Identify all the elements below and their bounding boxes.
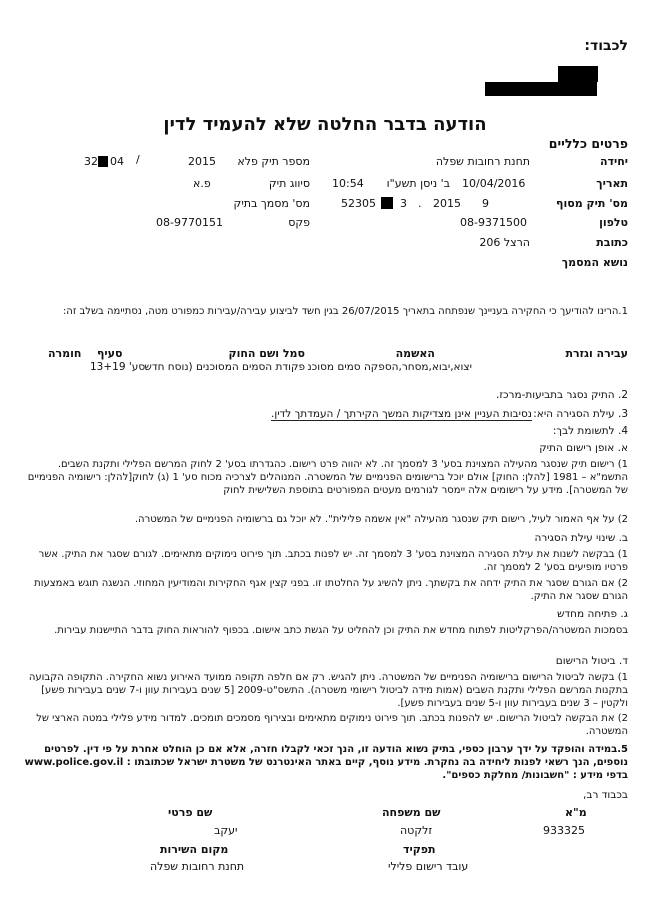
- section-1-text: 1.הרינו להודיעך כי החקירה בעניינך שנפתחה בתאריך 26/07/2015 בגין חשד לביצוע עבירה/עבירות כמפורט מטה, נסתיימה בשלב זה:: [62, 306, 628, 317]
- pla-file-label: מספר תיק פלא: [237, 155, 310, 168]
- doc-num-label: מס' מסמך בתיק: [233, 197, 310, 210]
- redacted-name: [558, 66, 598, 82]
- fax-value: 08-9770151: [156, 216, 223, 229]
- first-name-label: שם פרטי: [168, 806, 213, 819]
- closing: בכבוד רב,: [583, 789, 628, 801]
- law-value: פקודת הסמים המסוכנים (נוסח חדש: [144, 361, 305, 373]
- charge-value: יצוא,יבוא,מסחר,הספקה סמים מסוכנ: [307, 361, 472, 373]
- general-details-heading: פרטים כלליים: [548, 136, 628, 151]
- first-name-value: יעקב: [214, 824, 238, 837]
- redacted-digit: [98, 156, 108, 167]
- section-value: סע' 13+19: [90, 361, 146, 373]
- file-num-a: 9: [482, 197, 489, 210]
- id-label: מ"א: [565, 806, 587, 819]
- last-name-label: שם משפחה: [382, 806, 441, 819]
- item-3-prefix: 3. עילת הסגירה היא:: [533, 408, 628, 420]
- section-5-text: 5.במידה והופקד על ידך ערבון כספי, בתיק נשוא הודעה זו, הנך זכאי לקבלו חזרה, אלא אם כן הוחלט אחרת על פי דין. לפרטים נוספים, הנך רשאי לפנות ליחידה בה נחקרת. מידע נוסף, קיים באתר האינטרנט של משטרת ישראל שכתובתו : www.police.gov.il בדפי מידע : "חשבונות/ מחלקת כספים".: [24, 744, 628, 781]
- fax-label: פקס: [288, 216, 310, 229]
- pla-file-num-b: 32: [84, 155, 98, 168]
- file-num-b: 2015: [433, 197, 461, 210]
- sec-d-heading: ד. ביטול הרישום: [555, 655, 628, 667]
- col-charge: האשמה: [395, 347, 435, 360]
- station-label: מקום השירות: [160, 843, 229, 856]
- col-law: סמל ושם החוק: [228, 347, 305, 360]
- sec-b-p1: 1) בבקשה לשנות את עילת הסגירה המצוינת בסע' 3 למסמך זה. יש לפנות בכתב. תוך פירוט נימוקים מתאימים. לגורם שסגר את התיק. אשר פרטיו מופיעים בסע' 2 למסמך זה.: [38, 549, 628, 573]
- id-value: 933325: [543, 824, 585, 837]
- document-title: הודעה בדבר החלטה שלא להעמיד לדין: [163, 114, 487, 135]
- redacted-digit: [381, 197, 393, 209]
- sec-c-heading: ג. פתיחה מחדש: [556, 608, 628, 620]
- hebrew-date: ב' ניסן תשע"ו: [386, 177, 450, 190]
- station-value: תחנת רחובות שפלה: [150, 860, 245, 873]
- last-name-value: זלקטה: [400, 824, 433, 837]
- address-label: כתובת: [596, 236, 628, 249]
- col-offense: עבירה וגזרת: [565, 347, 628, 360]
- sec-a-heading: א. אופן רישום התיק: [539, 442, 628, 454]
- addressee-label: לכבוד:: [584, 38, 628, 54]
- time-value: 10:54: [332, 177, 364, 190]
- sec-b-heading: ב. שינוי עילת הסגירה: [534, 532, 628, 544]
- date-value: 10/04/2016: [462, 177, 526, 190]
- item-2: 2. התיק נסגר בתביעות-מרכז.: [496, 389, 628, 401]
- file-num-d: 5: [369, 197, 376, 210]
- sec-d-p2: 2) את הבקשה לביטול הרישום. יש להפנות בכתב. תוך פירוט נימוקים מתאימים ובצירוף מסמכים תומכים. למדור מידע פלילי במטה הארצי של המשטרה.: [36, 713, 628, 737]
- pla-file-year: 2015: [188, 155, 216, 168]
- col-severity: חומרה: [48, 347, 82, 360]
- file-num-e: 5230: [341, 197, 369, 210]
- subject-label: נושא המסמך: [561, 256, 628, 269]
- file-num-c: 3: [400, 197, 407, 210]
- role-value: עובד רישום פלילי: [388, 860, 469, 873]
- unit-value: תחנת רחובות שפלה: [435, 155, 530, 168]
- address-value: הרצל 206: [479, 236, 530, 249]
- sec-d-p1: 1) בקשה לביטול הרישום ברישומיה הפנימיים של המשטרה. ניתן להגיש. רק אם חלפה תקופה ממועד האירוע נשוא החקירה. התקופה הקבועה בתקנות המרשם הפלילי ותקנת השבים (אמות מידה לביטול רישומי משטרה). התשס"ט-2009 [5 שנים בעבירות עוון ו-7 שנים בעבירות פשע] ולקטין – 3 שנים בעבירות עוון ו-5 שנים בעבירות פשע].: [28, 672, 628, 709]
- date-label: תאריך: [596, 177, 628, 190]
- phone-value: 08-9371500: [460, 216, 527, 229]
- item-3-reason: נסיבות העניין אינן מצדיקות המשך הקירתך / העמדתך לדין.: [271, 408, 532, 420]
- pla-file-sep: /: [136, 153, 140, 166]
- file-class-value: פ.א: [193, 177, 211, 190]
- pla-file-num-a: 04: [110, 155, 124, 168]
- item-4: 4. לתשומת לבך:: [552, 425, 628, 437]
- redacted-address: [485, 82, 597, 96]
- sec-a-p1: 1) רישום תיק שנסגר מהעילה המצוינת בסע' 3 למסמך זה. לא יהווה פרט רישום. כהגדרתו בסע' 2 לחוק המרשם הפלילי ותקנת השבים. התשמ"א – 1981 [להלן: החוק] אולם יוכל ברישומים הפנימיים של המשטרה. המנוהלים לצרכיה מכוח סע' 1 (ג) לחוק[להלן: רישומיה הפנימיים של המשטרה]. מידע על רישומים אלה יימסר לגורמים מעטים המפורטים בתוספת השלישית לחוק: [27, 459, 628, 496]
- unit-label: יחידה: [599, 155, 628, 168]
- sec-b-p2: 2) אם הגורם שסגר את התיק ידחה את בקשתך. ניתן להשיג על החלטתו זו. בפני קצין אגף החקירות והמודיעין המחוזי. הנשגה תוגש באמצעות הגורם שסגר את התיק.: [34, 578, 628, 602]
- sec-a-p2: 2) על אף האמור לעיל, רישום תיק שנסגר מהעילה "אין אשמה פלילית". לא יוכל גם ברשומיה הפנימיים של המשטרה.: [134, 514, 628, 525]
- file-class-label: סיווג תיק: [268, 177, 310, 190]
- role-label: תפקיד: [403, 843, 436, 856]
- file-num-label: מס' תיק מסוף: [556, 197, 628, 210]
- phone-label: טלפון: [599, 216, 628, 229]
- sec-c-p1: בסמכות המשטרה/הפרקליטות לפתוח מחדש את התיק וכן להחליט על הגשת כתב אישום. בכפוף להוראות החוק בדבר התיישנות עבירות.: [54, 625, 628, 636]
- col-section: סעיף: [97, 347, 123, 360]
